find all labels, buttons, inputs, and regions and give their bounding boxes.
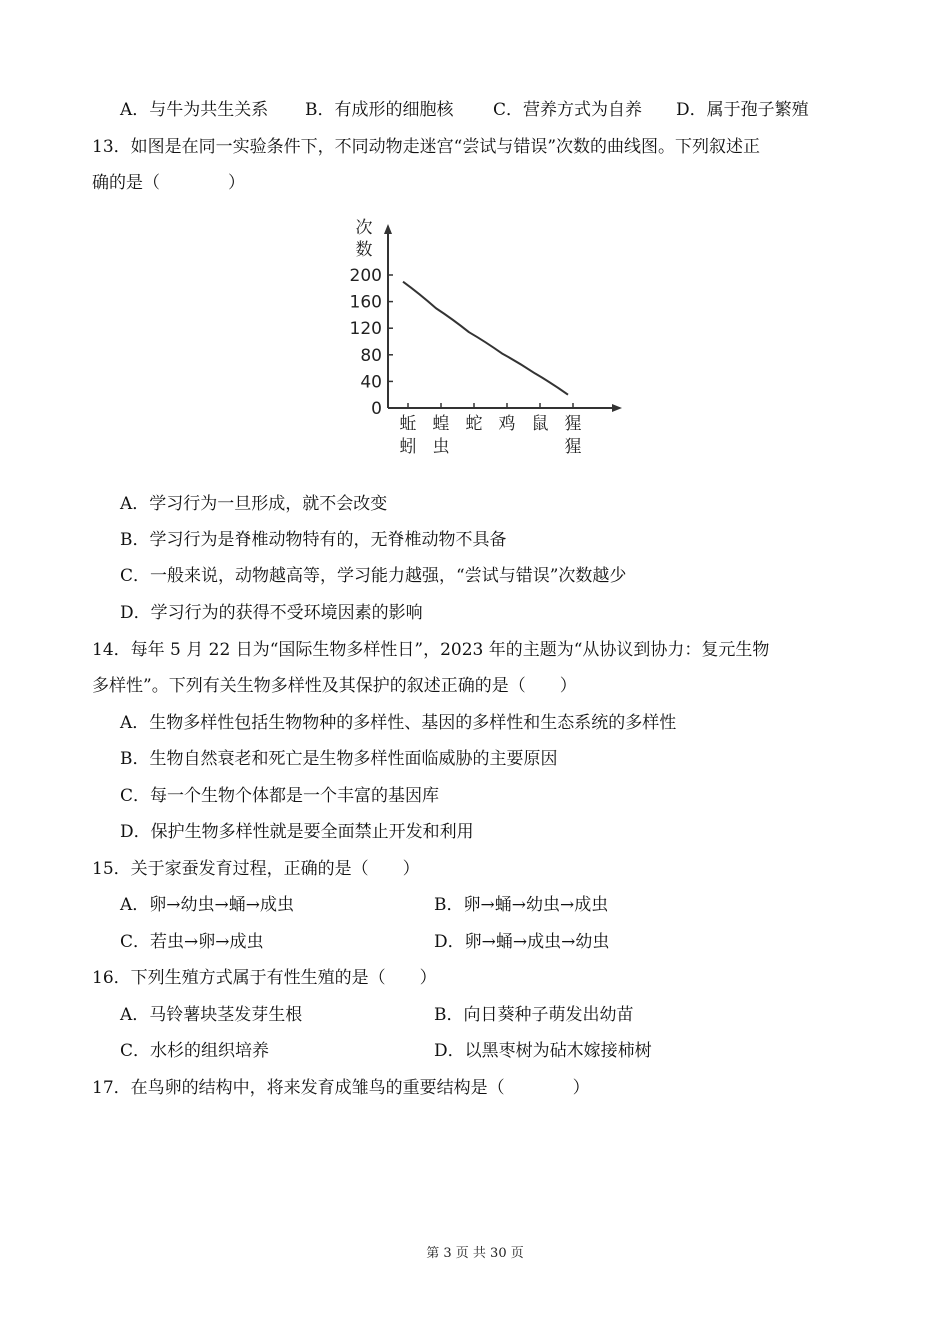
q16-option-c: C．水杉的组织培养	[120, 1041, 270, 1061]
series-line	[403, 282, 568, 395]
x-tick-label: 鸡	[498, 414, 516, 434]
q16-option-a: A．马铃薯块茎发芽生根	[120, 1005, 303, 1025]
q13-stem-line1: 13．如图是在同一实验条件下，不同动物走迷宫“尝试与错误”次数的曲线图。下列叙述正	[92, 137, 761, 157]
q15-option-a: A．卵→幼虫→蛹→成虫	[120, 895, 295, 915]
y-tick-label: 160	[349, 292, 382, 313]
q14-stem-line1: 14．每年 5 月 22 日为“国际生物多样性日”，2023 年的主题为“从协议到协力：复元生物	[92, 640, 770, 660]
y-tick-label: 120	[349, 319, 382, 340]
x-tick-label: 猩	[564, 414, 582, 434]
x-axis-arrow	[612, 404, 622, 412]
q12-option-a: A．与牛为共生关系	[120, 100, 269, 120]
y-axis-label	[356, 218, 373, 260]
q15-option-b: B．卵→蛹→幼虫→成虫	[434, 895, 609, 915]
y-tick-label: 0	[371, 399, 382, 419]
q14-option-a: A．生物多样性包括生物物种的多样性、基因的多样性和生态系统的多样性	[120, 713, 677, 733]
x-tick-label: 蝗	[432, 414, 450, 434]
q14-option-b: B．生物自然衰老和死亡是生物多样性面临威胁的主要原因	[120, 749, 558, 769]
y-tick-label: 80	[360, 345, 382, 366]
y-tick-label: 200	[349, 266, 382, 286]
q13-stem-line2: 确的是（ ）	[92, 173, 245, 193]
x-tick-label: 虫	[432, 437, 450, 457]
q13-option-d: D．学习行为的获得不受环境因素的影响	[120, 603, 423, 623]
maze-trial-chart	[320, 208, 640, 463]
x-tick-label: 蛇	[465, 414, 483, 434]
q14-option-d: D．保护生物多样性就是要全面禁止开发和利用	[120, 822, 474, 842]
q13-option-a: A．学习行为一旦形成，就不会改变	[120, 494, 388, 514]
q15-stem: 15．关于家蚕发育过程，正确的是（ ）	[92, 859, 420, 879]
q16-option-b: B．向日葵种子萌发出幼苗	[434, 1005, 634, 1025]
q14-stem-line2: 多样性”。下列有关生物多样性及其保护的叙述正确的是（ ）	[92, 676, 577, 696]
x-tick-label: 猩	[564, 437, 582, 457]
y-axis-arrow	[384, 224, 392, 234]
x-tick-label: 蚓	[399, 437, 417, 457]
q14-option-c: C．每一个生物个体都是一个丰富的基因库	[120, 786, 440, 806]
x-tick-label: 蚯	[399, 414, 417, 434]
q13-option-c: C．一般来说，动物越高等，学习能力越强，“尝试与错误”次数越少	[120, 566, 627, 586]
q16-option-d: D．以黑枣树为砧木嫁接柿树	[434, 1041, 652, 1061]
q17-stem: 17．在鸟卵的结构中，将来发育成雏鸟的重要结构是（ ）	[92, 1078, 590, 1098]
q15-option-c: C．若虫→卵→成虫	[120, 932, 264, 952]
q15-option-d: D．卵→蛹→成虫→幼虫	[434, 932, 610, 952]
y-axis-label-char: 数	[355, 240, 373, 260]
x-tick-label: 鼠	[531, 414, 549, 434]
q13-option-b: B．学习行为是脊椎动物特有的，无脊椎动物不具备	[120, 530, 507, 550]
q16-stem: 16．下列生殖方式属于有性生殖的是（ ）	[92, 968, 437, 988]
page-footer: 第 3 页 共 30 页	[426, 1246, 524, 1261]
q12-option-d: D．属于孢子繁殖	[676, 100, 809, 120]
q12-option-c: C．营养方式为自养	[493, 100, 643, 120]
q12-option-b: B．有成形的细胞核	[305, 100, 454, 120]
y-axis-label-char: 次	[355, 218, 373, 238]
y-tick-label: 40	[360, 372, 382, 393]
